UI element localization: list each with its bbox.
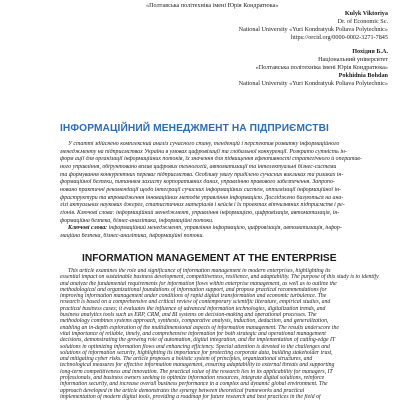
abstract-en-line: and analyze the fundamental requirements for information flows within enterprise management, as well as to outline the (60, 280, 337, 287)
abstract-uk-line: формаційна безпека, бізнес-аналітика, інформаційні потоки. (60, 217, 214, 224)
abstract-en-line: enabling an in-depth exploration of the multidimensional aspects of information management. The results underscore the (60, 324, 339, 331)
abstract-uk-line: гіонів. Ключові слова: інформаційний менеджмент, управління інформацією, цифровізація, автоматизація, ін- (60, 209, 340, 216)
abstract-en-line: decisions, demonstrating the growing role of automation, digital integration, and the implementation of cutting-edge IT (60, 337, 336, 344)
abstract-en-line: business analytics tools such as ERP, CRM, and BI systems on decision-making and operational processes. The (60, 312, 317, 319)
keywords-uk-text: інформаційний менеджмент, управління інформацією, цифровізація, автоматизація, інфор- (108, 225, 342, 232)
abstract-en-line: solutions in optimizing information flows and enhancing efficiency. Special attention is devoted to the challenges and (60, 343, 330, 350)
abstract-uk-line: лізі актуальних наукових джерел, статистичних матеріалів і кейсів і їх проектах вітчизняних підприємств і ре- (60, 202, 345, 209)
abstract-uk-line: менеджменту на підприємствах України в умовах цифровізації та глобальної конкуренції. Розкрито сутність ін- (60, 148, 347, 155)
author-right-name-uk: Похідня Б.А. (352, 48, 388, 55)
keywords-uk-text-2: маційна безпека, бізнес-аналітика, інформаційні потоки. (60, 232, 204, 239)
abstract-uk-line: У статті здійснено комплексний аналіз сучасного стану, тенденцій і перспектив розвитку інформаційного (68, 141, 340, 147)
abstract-uk-line: ного управління, обґрунтовано вплив цифрових технологій, автоматизації та інтелектуальні бізнес-системи (60, 163, 337, 170)
abstract-uk-line: та формування конкурентних переваг підприємства. Особливу увагу приділено сучасних викликах та ризиках ін- (60, 171, 344, 178)
abstract-en-line: professionals, and business owners seeking to optimize information resources, integrate digital solutions, reinforce (60, 375, 325, 382)
abstract-en-line: solutions of information security, highlighting its importance for protecting corporate data, building stakeholder trust, (60, 349, 333, 356)
author-left-name: Kulyk Viktoriya (344, 10, 388, 17)
author-left-affiliation: National University «Yuri Kondratyuk Poltava Polytechnic» (238, 26, 388, 33)
author-right-affiliation-uk-2: «Полтавська політехніка імені Юрія Кондратюка» (255, 64, 388, 71)
title-en: INFORMATION MANAGEMENT AT THE ENTERPRISE (82, 253, 337, 264)
abstract-en-line: This article examines the role and significance of information management in modern enterprises, highlighting its (68, 268, 331, 274)
abstract-uk (60, 141, 382, 241)
author-left-orcid[interactable]: https://orcid.org/0000-0002-3271-7845 (291, 34, 388, 41)
abstract-en-line: methodological and organizational foundations of information support, and propose practical recommendations for (60, 286, 327, 293)
abstract-en-line: approach developed in the article demonstrates the synergy between theoretical frameworks and practical (60, 387, 305, 394)
abstract-uk-line: новано практичні рекомендації щодо інтеграції сучасних інформаційних систем, оптимізації інформаційної ін- (60, 186, 342, 193)
author-right-affiliation-en: National University «Yuri Kondratyuk Poltava Polytechnic» (238, 80, 388, 87)
author-left-institution-uk: «Полтавська політехніка імені Юрія Кондратюка» (146, 2, 279, 9)
abstract-en-line: long-term competitiveness and innovation. The practical value of the research lies in its applicability for managers, IT (60, 368, 333, 375)
author-right-name-en: Pokhidnia Bohdan (338, 72, 388, 79)
abstract-en-line: and mitigating cyber risks. The article proposes a holistic system of principles, organizational structures, and (60, 356, 313, 363)
abstract-en-line: improving information management under conditions of rapid digital transformation and economic turbulence. The (60, 293, 327, 300)
abstract-en-line: methodology combines systems approach, synthesis, comparative analysis, induction, deduction, and generalization, (60, 318, 329, 325)
abstract-uk-line: фраструктури та впровадження інноваційних методів управління інформацією. Досліджено базуються на ана- (60, 194, 344, 201)
author-right-affiliation-uk-1: Національний університет (318, 56, 388, 63)
abstract-en-line: information security, and increase overall business performance in a complex and dynamic global environment. The (60, 381, 328, 388)
author-left-degree: Dr. of Economic Sc. (337, 18, 388, 25)
abstract-en-line: implementation of modern digital tools, providing a roadmap for future research and best practices in the field of (60, 393, 321, 400)
abstract-uk-line: форм ації для організації інформаційних потоків, їх значення для підвищення ефективності стратегічного й оператив- (60, 156, 362, 163)
keywords-uk-label: Ключові слова: (68, 225, 108, 232)
abstract-en-line: practical business cases; it evaluates the influence of advanced information technologies, digitalization trends, and (60, 305, 326, 312)
abstract-en (60, 268, 382, 400)
keywords-uk (60, 225, 382, 233)
abstract-en-line: technological measures for effective information management, ensuring adaptability to external threats and supporting (60, 362, 335, 369)
abstract-uk-line: формаційної безпеки, питанням захисту корпоративних даних, управлінню правового забезпечення. Запропо- (60, 179, 335, 186)
abstract-en-line: research is based on a comprehensive and critical review of contemporary scientific literature, empirical studies, and (60, 299, 331, 306)
title-uk: ІНФОРМАЦІЙНИЙ МЕНЕДЖМЕНТ НА ПІДПРИЄМСТВІ (60, 123, 329, 134)
abstract-en-line: essential impact on sustainable business development, competitiveness, resilience, and adaptability. The purpose of this study is to identify (60, 274, 379, 281)
abstract-en-line: vital importance of reliable, timely, and comprehensive information for both strategic and operational management (60, 330, 326, 337)
